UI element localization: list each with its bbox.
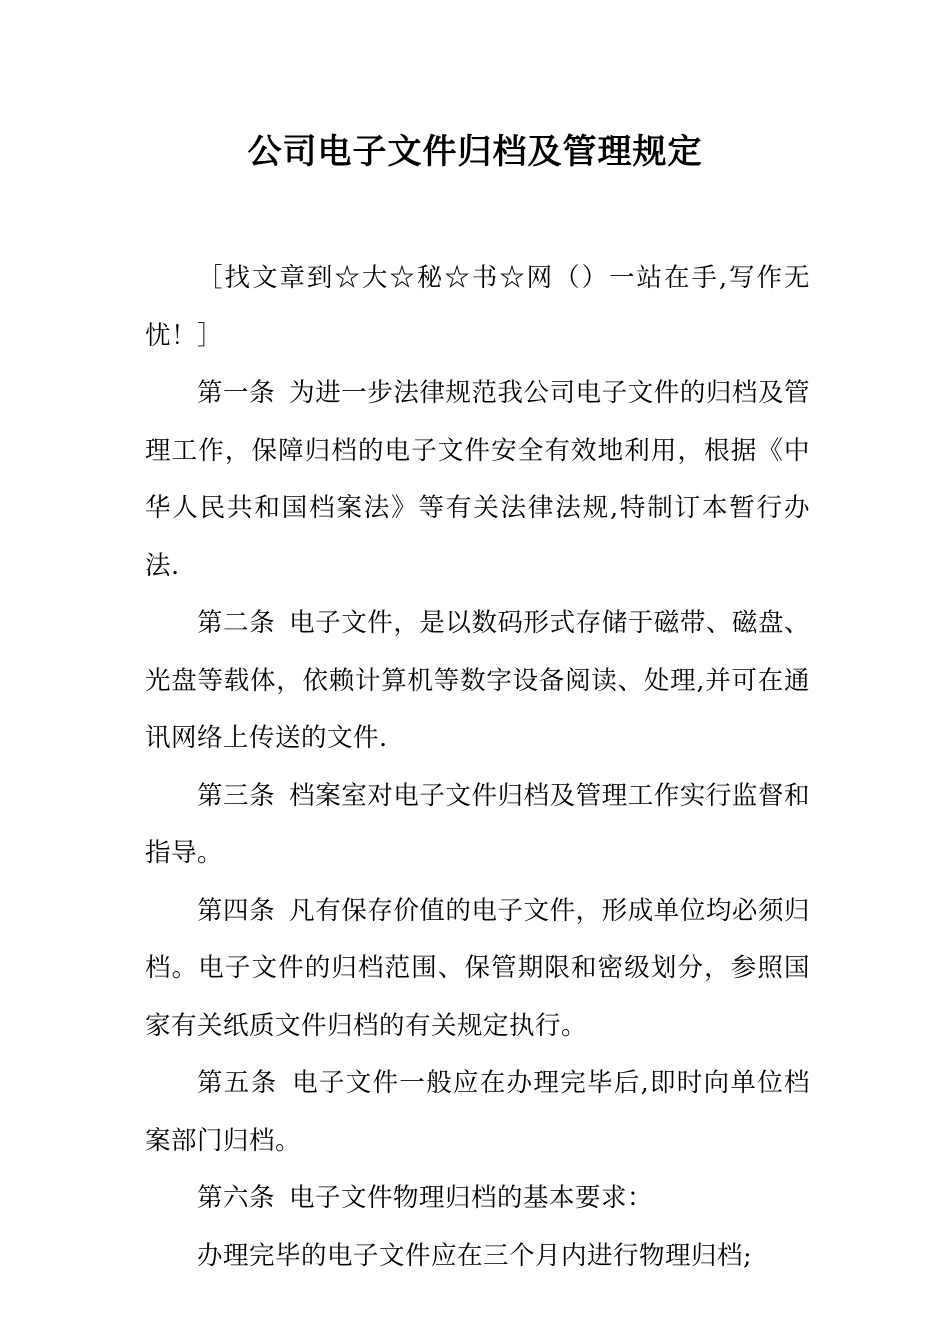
article-label: 第二条: [197, 608, 276, 638]
article-5: [145, 1055, 810, 1170]
article-label: 第四条: [197, 895, 276, 926]
article-text: 电子文件一般应在办理完毕后,即时向单位档案部门归档。: [145, 1068, 810, 1156]
article-6: [145, 1170, 810, 1228]
document-title: 公司电子文件归档及管理规定: [247, 132, 703, 172]
article-text: 为进一步法律规范我公司电子文件的归档及管理工作，保障归档的电子文件安全有效地利用，根据《中华人民共和国档案法》等有关法律法规,特制订本暂行办法.: [145, 378, 810, 581]
document-body: [145, 250, 810, 1285]
article-label: 第六条: [197, 1183, 276, 1213]
article-label: 第三条: [197, 780, 276, 811]
article-text: 电子文件物理归档的基本要求：: [289, 1183, 654, 1213]
article-4: [145, 883, 810, 1056]
article-label: 第五条: [197, 1068, 278, 1098]
article-text: 凡有保存价值的电子文件，形成单位均必须归档。电子文件的归档范围、保管期限和密级划分，参照国家有关纸质文件归档的有关规定执行。: [145, 895, 810, 1041]
article-text: 档案室对电子文件归档及管理工作实行监督和指导。: [145, 780, 810, 868]
article-text: 电子文件，是以数码形式存储于磁带、磁盘、光盘等载体，依赖计算机等数字设备阅读、处理,并可在通讯网络上传送的文件.: [145, 608, 810, 753]
article-6-item: 办理完毕的电子文件应在三个月内进行物理归档;: [197, 1240, 753, 1271]
article-2: [145, 595, 810, 768]
article-3: [145, 768, 810, 883]
source-note: ［找文章到☆大☆秘☆书☆网（）一站在手,写作无忧！］: [145, 263, 810, 351]
article-label: 第一条: [197, 378, 276, 408]
article-1: [145, 365, 810, 595]
